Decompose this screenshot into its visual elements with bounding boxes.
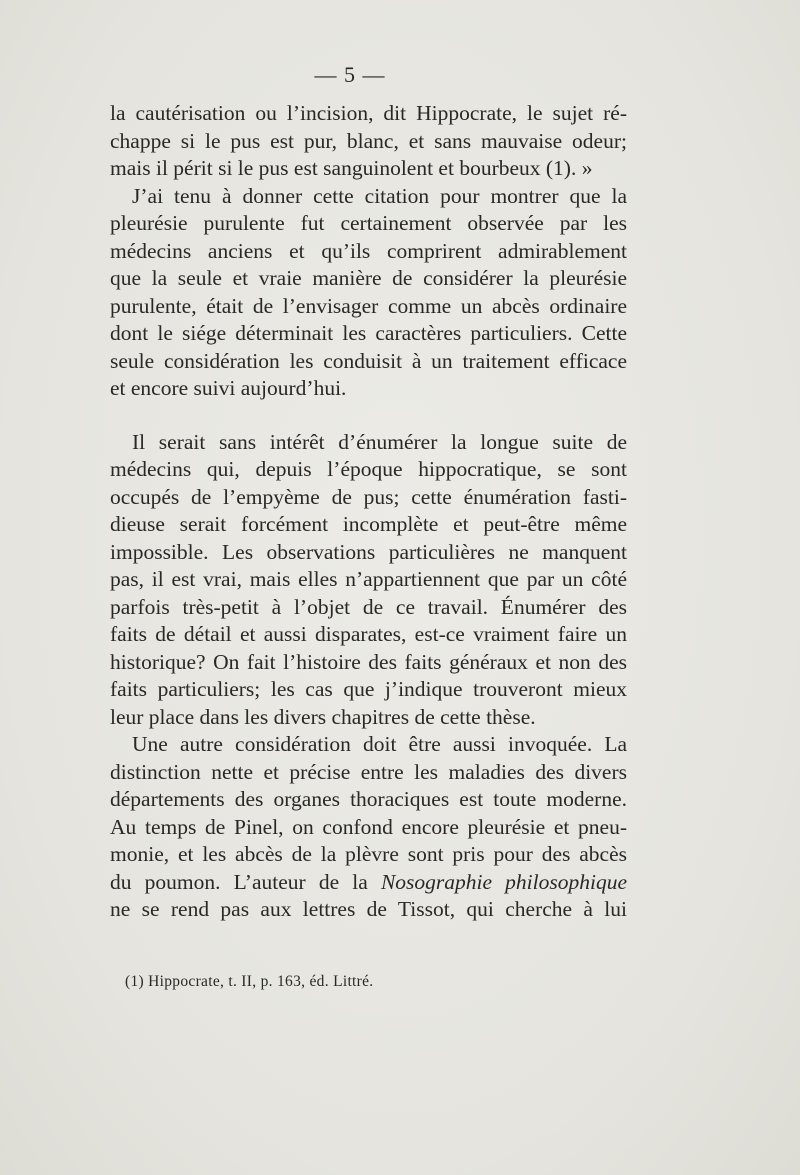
text-line: la cautérisation ou l’incision, dit Hippocrate, le sujet ré- bbox=[110, 101, 627, 125]
paragraph-3 bbox=[110, 429, 627, 732]
text-line: leur place dans les divers chapitres de cette thèse. bbox=[110, 704, 536, 729]
text-line: Au temps de Pinel, on confond encore pleurésie et pneu- bbox=[110, 814, 627, 839]
paragraph-gap bbox=[110, 403, 627, 429]
text-line: J’ai tenu à donner cette citation pour montrer que la bbox=[132, 183, 627, 208]
text-line: que la seule et vraie manière de considérer la pleurésie bbox=[110, 266, 627, 290]
text-line: distinction nette et précise entre les maladies des divers bbox=[110, 759, 627, 784]
text-line: parfois très-petit à l’objet de ce travail. Énumérer des bbox=[110, 594, 627, 619]
text-line: faits de détail et aussi disparates, est-ce vraiment faire un bbox=[110, 622, 627, 646]
text-line: dont le siége déterminait les caractères particuliers. Cette bbox=[110, 321, 627, 345]
text-line: historique? On fait l’histoire des faits généraux et non des bbox=[110, 649, 627, 674]
text-line: purulente, était de l’envisager comme un abcès ordinaire bbox=[110, 293, 627, 318]
text-line: mais il périt si le pus est sanguinolent et bourbeux (1). » bbox=[110, 156, 593, 180]
text-line: chappe si le pus est pur, blanc, et sans mauvaise odeur; bbox=[110, 128, 627, 153]
text-line: pas, il est vrai, mais elles n’appartiennent que par un côté bbox=[110, 567, 627, 591]
text-line: monie, et les abcès de la plèvre sont pris pour des abcès bbox=[110, 842, 627, 866]
text-line: dieuse serait forcément incomplète et peut-être même bbox=[110, 512, 627, 536]
text-line: impossible. Les observations particulières ne manquent bbox=[110, 539, 627, 564]
text-line: seule considération les conduisit à un traitement efficace bbox=[110, 348, 627, 373]
text-line: Une autre considération doit être aussi invoquée. La bbox=[132, 732, 627, 756]
text-line bbox=[110, 869, 627, 897]
page-number: — 5 — bbox=[314, 62, 386, 87]
text-line: médecins anciens et qu’ils comprirent admirablement bbox=[110, 238, 627, 263]
book-title-italic: Nosographie philosophique bbox=[380, 869, 628, 894]
text-line: occupés de l’empyème de pus; cette énumération fasti- bbox=[110, 484, 627, 509]
body-text bbox=[110, 100, 627, 924]
text-line: pleurésie purulente fut certainement observée par les bbox=[110, 211, 627, 235]
text-line: et encore suivi aujourd’hui. bbox=[110, 376, 347, 400]
paragraph-1 bbox=[110, 100, 627, 183]
text-line: faits particuliers; les cas que j’indique trouveront mieux bbox=[110, 677, 627, 701]
footnote: (1) Hippocrate, t. II, p. 163, éd. Littré. bbox=[125, 973, 374, 990]
text-line: départements des organes thoraciques est toute moderne. bbox=[110, 787, 627, 811]
text-line: ne se rend pas aux lettres de Tissot, qui cherche à lui bbox=[110, 897, 627, 921]
text-line: Il serait sans intérêt d’énumérer la longue suite de bbox=[132, 429, 627, 454]
paragraph-2 bbox=[110, 183, 627, 403]
text-segment: du poumon. L’auteur de la bbox=[110, 869, 368, 894]
text-line: médecins qui, depuis l’époque hippocratique, se sont bbox=[110, 457, 627, 481]
paragraph-4 bbox=[110, 731, 627, 924]
